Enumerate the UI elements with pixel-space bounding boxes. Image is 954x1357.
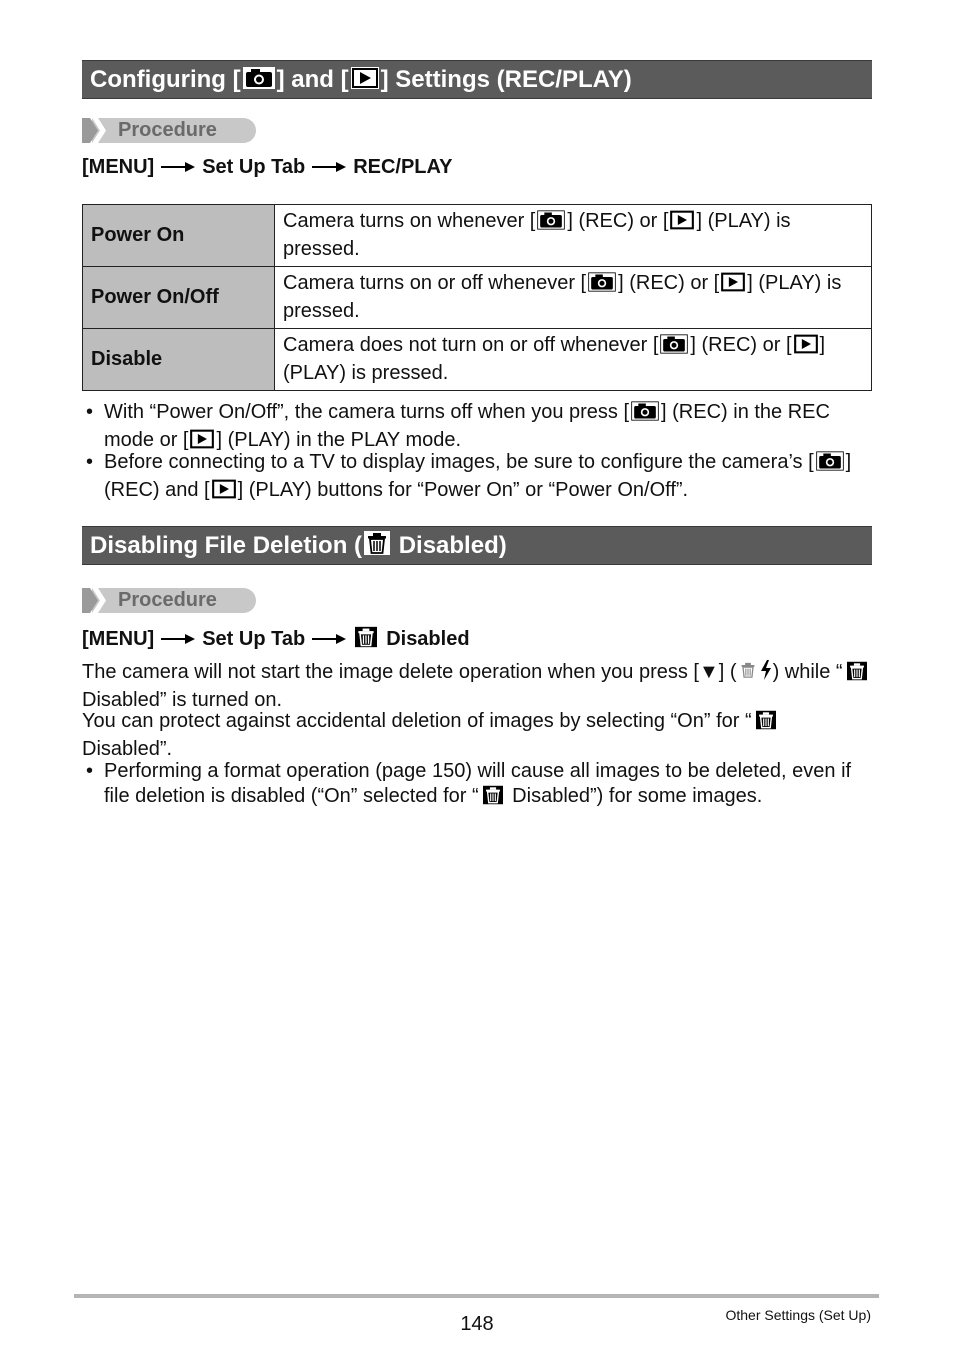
row-value: Camera turns on whenever [ ] (REC) or [ ] (PLAY) is pressed. (275, 205, 872, 267)
play-icon (669, 210, 695, 237)
menu-path (82, 626, 470, 654)
section-title-text: Configuring [ (90, 66, 241, 93)
menu-path-tab: Set Up Tab (202, 156, 306, 178)
note-item: • With “Power On/Off”, the camera turns off when you press [ ] (REC) in the REC mode or [ ] (PLAY) in the PLAY mode. (82, 400, 872, 456)
camera-icon (242, 64, 276, 102)
section-title-rec-play (82, 60, 872, 99)
procedure-tab (82, 118, 256, 143)
table-row (83, 267, 872, 329)
bullet-mark: • (86, 451, 94, 473)
right-arrow-icon (312, 627, 346, 651)
section-title-text: ] Settings (REC/PLAY) (380, 66, 632, 93)
chevron-icon (82, 588, 106, 613)
procedure-label: Procedure (118, 119, 217, 141)
row-value: Camera does not turn on or off whenever [ ] (REC) or [ ] (PLAY) is pressed. (275, 329, 872, 391)
menu-path-item: Disabled (386, 628, 470, 650)
trash-icon (363, 530, 391, 568)
row-key: Power On (83, 205, 275, 267)
trash-icon (738, 659, 758, 688)
play-icon (350, 64, 380, 102)
camera-icon (630, 401, 660, 428)
section-title-text: Disabled) (392, 532, 507, 559)
table-row (83, 205, 872, 267)
footer-divider (74, 1294, 879, 1298)
play-icon (720, 272, 746, 299)
chevron-icon (82, 118, 106, 143)
trash-icon (753, 710, 779, 737)
trash-icon (844, 661, 870, 688)
procedure-label: Procedure (118, 589, 217, 611)
camera-icon (536, 210, 566, 237)
play-icon (211, 479, 237, 506)
row-key: Disable (83, 329, 275, 391)
menu-path-tab: Set Up Tab (202, 628, 306, 650)
settings-table (82, 204, 872, 391)
menu-path (82, 155, 452, 179)
body-paragraph: The camera will not start the image delete operation when you press [▼] ( ) while “ Disabled” is turned on. (82, 659, 872, 713)
section-title-text: ] and [ (276, 66, 349, 93)
bullet-mark: • (86, 401, 94, 423)
menu-path-menu: [MENU] (82, 156, 155, 178)
page-number: 148 (460, 1313, 494, 1335)
note-item: • Performing a format operation (page 150) will cause all images to be deleted, even if file deletion is disabled (“On” selected for “ Disabled”) for some images. (82, 759, 872, 812)
flash-icon (760, 659, 772, 688)
row-key: Power On/Off (83, 267, 275, 329)
bullet-mark: • (86, 760, 94, 782)
menu-path-item: REC/PLAY (353, 156, 453, 178)
procedure-tab (82, 588, 256, 613)
right-arrow-icon (161, 627, 195, 651)
right-arrow-icon (312, 155, 346, 179)
trash-icon (354, 626, 378, 654)
camera-icon (815, 451, 845, 478)
footer-section-label: Other Settings (Set Up) (725, 1307, 871, 1323)
section-title-text: Disabling File Deletion ( (90, 532, 363, 559)
body-paragraph: You can protect against accidental deletion of images by selecting “On” for “ Disabled”. (82, 709, 802, 762)
right-arrow-icon (161, 155, 195, 179)
note-item: • Before connecting to a TV to display images, be sure to configure the camera’s [ ] (REC) and [ ] (PLAY) buttons for “Power On” or “Power On/Off”. (82, 450, 872, 506)
row-value: Camera turns on or off whenever [ ] (REC) or [ ] (PLAY) is pressed. (275, 267, 872, 329)
menu-path-menu: [MENU] (82, 628, 155, 650)
camera-icon (587, 272, 617, 299)
table-row (83, 329, 872, 391)
trash-icon (480, 785, 506, 812)
camera-icon (659, 334, 689, 361)
play-icon (793, 334, 819, 361)
section-title-file-deletion (82, 526, 872, 565)
